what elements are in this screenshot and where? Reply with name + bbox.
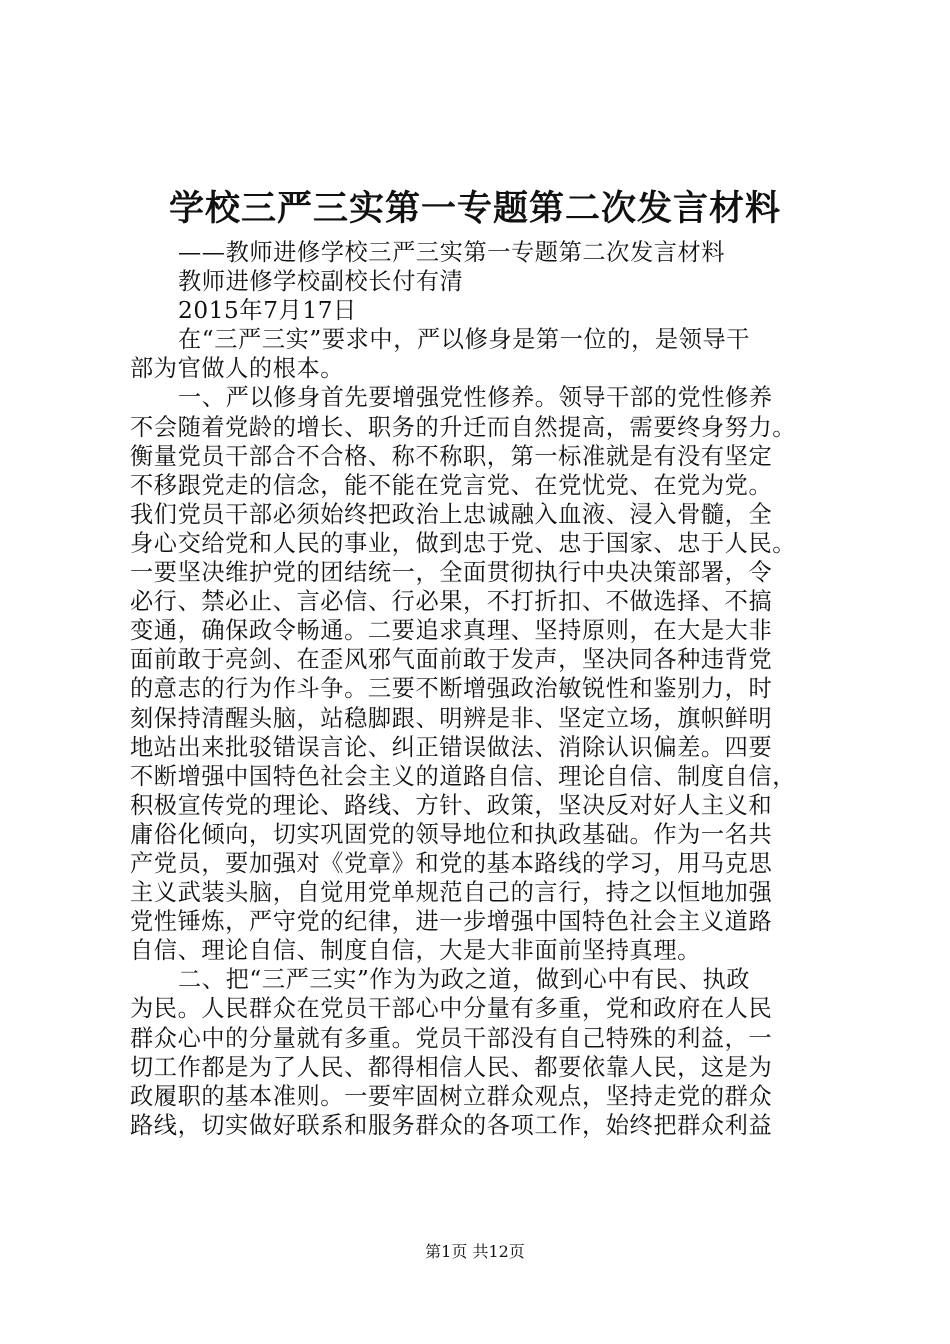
document-title: 学校三严三实第一专题第二次发言材料: [168, 188, 781, 229]
text-line: 我们党员干部必须始终把政治上忠诚融入血液、浸入骨髓，全: [130, 500, 773, 528]
text-line: 二、把“三严三实”作为为政之道，做到心中有民、执政: [178, 966, 751, 994]
text-line: 不移跟党走的信念，能不能在党言党、在党忧党、在党为党。: [130, 471, 773, 499]
text-line: 衡量党员干部合不合格、称不称职，第一标准就是有没有坚定: [130, 442, 773, 470]
text-line: 一、严以修身首先要增强党性修养。领导干部的党性修养: [178, 384, 773, 412]
text-line: 地站出来批驳错误言论、纠正错误做法、消除认识偏差。四要: [130, 733, 773, 761]
text-line: 面前敢于亮剑、在歪风邪气面前敢于发声，坚决同各种违背党: [130, 646, 773, 674]
document-body: [130, 238, 832, 1140]
text-line: 身心交给党和人民的事业，做到忠于党、忠于国家、忠于人民。: [130, 529, 797, 557]
text-line: 路线，切实做好联系和服务群众的各项工作，始终把群众利益: [130, 1111, 773, 1139]
text-line: 必行、禁必止、言必信、行必果，不打折扣、不做选择、不搞: [130, 588, 773, 616]
text-line: 庸俗化倾向，切实巩固党的领导地位和执政基础。作为一名共: [130, 820, 773, 848]
text-line: 切工作都是为了人民、都得相信人民、都要依靠人民，这是为: [130, 1053, 773, 1081]
text-line: 产党员，要加强对《党章》和党的基本路线的学习，用马克思: [130, 849, 773, 877]
text-line: 政履职的基本准则。一要牢固树立群众观点，坚持走党的群众: [130, 1082, 773, 1110]
text-line: 的意志的行为作斗争。三要不断增强政治敏锐性和鉴别力，时: [130, 675, 773, 703]
text-line: 主义武装头脑，自觉用党单规范自己的言行，持之以恒地加强: [130, 879, 773, 907]
text-line: 不会随着党龄的增长、职务的升迁而自然提高，需要终身努力。: [130, 413, 797, 441]
text-line: 部为官做人的根本。: [130, 355, 345, 383]
text-line: 为民。人民群众在党员干部心中分量有多重，党和政府在人民: [130, 995, 773, 1023]
text-line: ——教师进修学校三严三实第一专题第二次发言材料: [178, 239, 726, 266]
text-line: 积极宣传党的理论、路线、方针、政策，坚决反对好人主义和: [130, 791, 773, 819]
text-line: 不断增强中国特色社会主义的道路自信、理论自信、制度自信，: [130, 762, 797, 790]
text-line: 自信、理论自信、制度自信，大是大非面前坚持真理。: [130, 937, 701, 965]
text-line: 2015年7月17日: [178, 297, 357, 325]
text-line: 变通，确保政令畅通。二要追求真理、坚持原则，在大是大非: [130, 617, 773, 645]
text-line: 教师进修学校副校长付有清: [178, 268, 464, 296]
text-line: 在“三严三实”要求中，严以修身是第一位的，是领导干: [178, 326, 751, 354]
page-footer: 第1页 共12页: [425, 1242, 525, 1261]
text-line: 党性锤炼，严守党的纪律，进一步增强中国特色社会主义道路: [130, 908, 773, 936]
text-line: 刻保持清醒头脑，站稳脚跟、明辨是非、坚定立场，旗帜鲜明: [130, 704, 773, 732]
text-line: 一要坚决维护党的团结统一，全面贯彻执行中央决策部署，令: [130, 559, 773, 587]
text-line: 群众心中的分量就有多重。党员干部没有自己特殊的利益，一: [130, 1024, 773, 1052]
